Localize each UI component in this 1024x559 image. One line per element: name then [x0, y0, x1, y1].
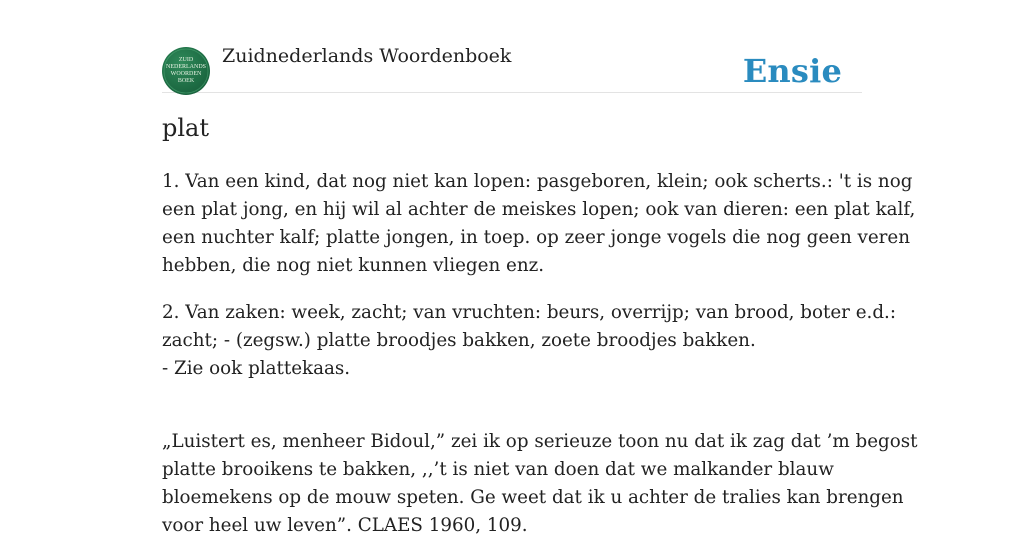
- logo-line-3: WOORDEN: [170, 71, 202, 77]
- logo-line-2: NEDERLANDS: [166, 64, 206, 70]
- quote-line: platte brooikens te bakken, ,,’t is niet van doen dat we malkander blauw: [162, 459, 834, 480]
- definition-2-line: 2. Van zaken: week, zacht; van vruchten: beurs, overrijp; van brood, boter e.d.:: [162, 302, 897, 323]
- definition-1: [162, 168, 916, 280]
- quote-line: voor heel uw leven”. CLAES 1960, 109.: [162, 515, 528, 536]
- definition-1-line: 1. Van een kind, dat nog niet kan lopen: pasgeboren, klein; ook scherts.: 't is nog: [162, 171, 913, 192]
- entry-content: [162, 168, 918, 559]
- brand-logo[interactable]: Ensie: [742, 52, 842, 90]
- definition-1-line: een nuchter kalf; platte jongen, in toep. op zeer jonge vogels die nog geen veren: [162, 227, 911, 248]
- dictionary-name[interactable]: Zuidnederlands Woordenboek: [222, 45, 512, 67]
- quote-line: bloemekens op de mouw speten. Ge weet dat ik u achter de tralies kan brengen: [162, 487, 904, 508]
- dictionary-logo[interactable]: [162, 47, 210, 95]
- definition-2-line: zacht; - (zegsw.) platte broodjes bakken, zoete broodjes bakken.: [162, 330, 756, 351]
- definition-1-line: een plat jong, en hij wil al achter de meiskes lopen; ook van dieren: een plat kalf,: [162, 199, 916, 220]
- logo-line-1: ZUID: [178, 57, 194, 63]
- quote-line: „Luistert es, menheer Bidoul,” zei ik op serieuze toon nu dat ik zag dat ’m begost: [162, 431, 918, 452]
- definition-2: [162, 299, 897, 383]
- header: [162, 0, 862, 93]
- definition-2-see-also: - Zie ook plattekaas.: [162, 358, 351, 379]
- definition-1-line: hebben, die nog niet kunnen vliegen enz.: [162, 255, 545, 276]
- usage-quote: [162, 428, 918, 540]
- spacer: [162, 402, 862, 428]
- dictionary-logo-graphic: [162, 47, 210, 95]
- page: [162, 0, 918, 536]
- entry-headword: plat: [162, 114, 209, 142]
- logo-line-4: BOEK: [177, 78, 195, 84]
